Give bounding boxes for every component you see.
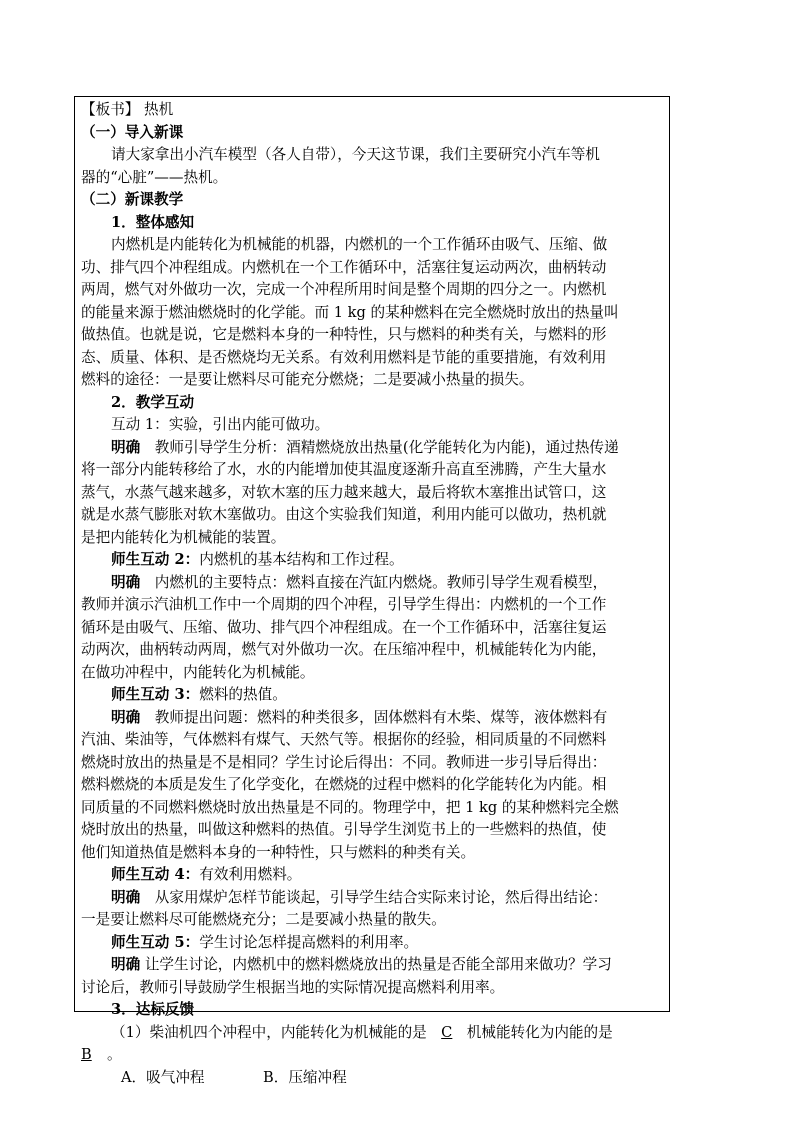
interaction5-label: 师生互动 5： — [111, 933, 200, 951]
interaction4-label: 师生互动 4： — [111, 866, 200, 883]
clarify-label: 明确 — [111, 888, 141, 906]
interaction1-label: 互动 1： — [111, 416, 169, 433]
sub1-line: 做热值。也就是说，它是燃料本身的一种特性，只与燃料的种类有关，与燃料的形 — [81, 326, 607, 343]
section2-heading: （二）新课教学 — [81, 191, 184, 208]
sub3-heading: 3．达标反馈 — [111, 1001, 195, 1018]
interaction2-explain-line — [81, 572, 664, 595]
answer-blank-2: B — [81, 1046, 92, 1063]
interaction4-topic: 有效利用燃料。 — [199, 866, 302, 883]
interaction1-line — [81, 414, 664, 437]
board-label: 【板书】 — [81, 101, 140, 118]
clarify-label: 明确 — [111, 438, 141, 456]
interaction1-explain-line — [81, 437, 664, 460]
interaction5-topic: 学生讨论怎样提高燃料的利用率。 — [199, 933, 419, 951]
sub2-heading: 2．教学互动 — [111, 393, 195, 411]
interaction2-line: 在做功冲程中，内能转化为机械能。 — [81, 663, 315, 681]
question1-text: （1）柴油机四个冲程中，内能转化为机械能的是 — [111, 1023, 427, 1041]
interaction3-line: 同质量的不同燃料燃烧时放出热量是不同的。物理学中，把 1 kg 的某种燃料完全燃 — [81, 798, 619, 816]
interaction1-explain: 教师引导学生分析：酒精燃烧放出热量(化学能转化为内能)，通过热传递 — [140, 438, 619, 456]
interaction5-explain-line — [81, 954, 664, 977]
interaction4-line: 一是要让燃料尽可能燃烧充分；二是要减小热量的散失。 — [81, 911, 446, 928]
options-line — [81, 1067, 664, 1090]
interaction3-topic: 燃料的热值。 — [199, 686, 287, 703]
section1-line: 器的“心脏”——热机。 — [81, 168, 228, 186]
option-a: A．吸气冲程 — [121, 1068, 205, 1086]
interaction3-line: 他们知道热值是燃料本身的一种特性，只与燃料的种类有关。 — [81, 843, 476, 861]
interaction5-explain: 让学生讨论，内燃机中的燃料燃烧放出的热量是否能全部用来做功？学习 — [140, 956, 612, 973]
interaction3-line: 燃料燃烧的本质是发生了化学变化，在燃烧的过程中燃料的化学能转化为内能。相 — [81, 776, 607, 793]
board-title: 热机 — [139, 101, 174, 118]
interaction1-line: 就是水蒸气膨胀对软木塞做功。由这个实验我们知道，利用内能可以做功，热机就 — [81, 506, 607, 523]
sub1-line: 态、质量、体积、是否燃烧均无关系。有效利用燃料是节能的重要措施，有效利用 — [81, 348, 607, 366]
sub1-line: 功、排气四个冲程组成。内燃机在一个工作循环中，活塞往复运动两次，曲柄转动 — [81, 258, 607, 276]
sub1-heading: 1．整体感知 — [111, 213, 195, 231]
interaction3-line: 汽油、柴油等，气体燃料有煤气、天然气等。根据你的经验，相同质量的不同燃料 — [81, 731, 607, 748]
interaction1-line: 蒸气，水蒸气越来越多，对软木塞的压力越来越大，最后将软木塞推出试管口，这 — [81, 483, 607, 501]
interaction2-line: 动两次，曲柄转动两周，燃气对外做功一次。在压缩冲程中，机械能转化为内能， — [81, 641, 607, 658]
interaction2-line: 教师并演示汽油机工作中一个周期的四个冲程，引导学生得出：内燃机的一个工作 — [81, 596, 607, 613]
interaction5-line: 讨论后，教师引导鼓励学生根据当地的实际情况提高燃料利用率。 — [81, 978, 505, 996]
answer-blank-1: C — [441, 1023, 453, 1041]
section1-heading: （一）导入新课 — [81, 123, 184, 141]
interaction3-line — [81, 684, 664, 707]
interaction5-line — [81, 932, 664, 955]
interaction2-line — [81, 549, 664, 572]
interaction2-explain: 内燃机的主要特点：燃料直接在汽缸内燃烧。教师引导学生观看模型， — [140, 573, 608, 591]
board-title-line — [81, 99, 664, 122]
interaction4-line — [81, 864, 664, 887]
sub1-line: 两周，燃气对外做功一次，完成一个冲程所用时间是整个周期的四分之一。内燃机 — [81, 281, 607, 298]
sub1-line: 燃料的途径：一是要让燃料尽可能充分燃烧；二是要减小热量的损失。 — [81, 371, 534, 388]
sub1-line: 的能量来源于燃油燃烧时的化学能。而 1 kg 的某种燃料在完全燃烧时放出的热量叫 — [81, 303, 619, 321]
interaction3-label: 师生互动 3： — [111, 686, 200, 703]
clarify-label: 明确 — [111, 573, 141, 591]
section1-line: 请大家拿出小汽车模型（各人自带），今天这节课，我们主要研究小汽车等机 — [111, 146, 600, 163]
clarify-label: 明确 — [111, 708, 141, 726]
question1-mid: 机械能转化为内能的是 — [466, 1023, 613, 1041]
question1-line — [81, 1022, 664, 1045]
interaction4-explain-line — [81, 887, 664, 910]
question1-end: 。 — [107, 1046, 122, 1063]
interaction2-topic: 内燃机的基本结构和工作过程。 — [199, 551, 404, 568]
interaction4-explain: 从家用煤炉怎样节能谈起，引导学生结合实际来讨论，然后得出结论： — [140, 888, 608, 906]
option-b: B．压缩冲程 — [263, 1068, 347, 1086]
interaction1-line: 是把内能转化为机械能的装置。 — [81, 528, 286, 546]
sub1-line: 内燃机是内能转化为机械能的机器，内燃机的一个工作循环由吸气、压缩、做 — [111, 236, 608, 253]
interaction1-topic: 实验，引出内能可做功。 — [168, 416, 330, 433]
interaction3-explain: 教师提出问题：燃料的种类很多，固体燃料有木柴、煤等，液体燃料有 — [140, 708, 608, 726]
interaction2-line: 循环是由吸气、压缩、做功、排气四个冲程组成。在一个工作循环中，活塞往复运 — [81, 618, 607, 636]
interaction3-line: 烧时放出的热量，叫做这种燃料的热值。引导学生浏览书上的一些燃料的热值，使 — [81, 821, 607, 838]
interaction2-label: 师生互动 2： — [111, 551, 200, 568]
interaction3-explain-line — [81, 707, 664, 730]
lesson-plan-cell — [74, 96, 670, 1086]
interaction1-line: 将一部分内能转移给了水，水的内能增加使其温度逐渐升高直至沸腾，产生大量水 — [81, 461, 607, 478]
question1-line2 — [81, 1044, 664, 1067]
clarify-label: 明确 — [111, 956, 141, 973]
interaction3-line: 燃烧时放出的热量是不是相同？学生讨论后得出：不同。教师进一步引导后得出： — [81, 753, 607, 771]
